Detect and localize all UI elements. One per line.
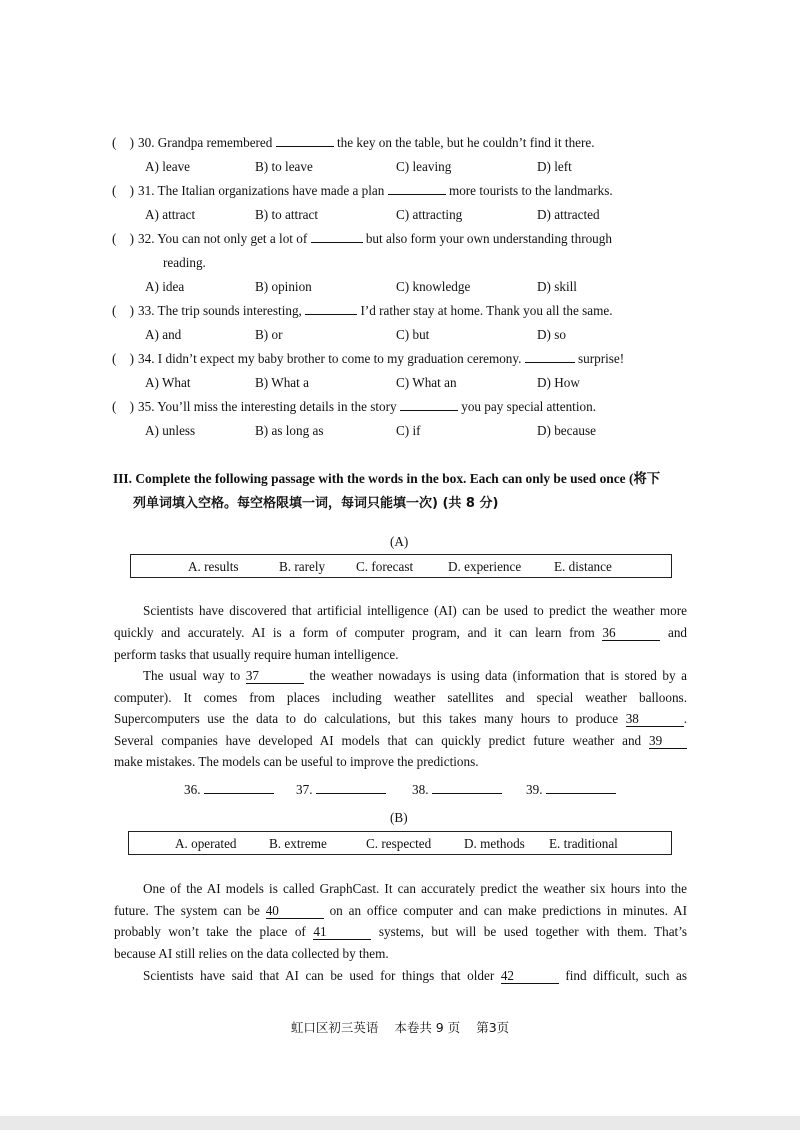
question-number: 32: [138, 231, 152, 246]
option-b[interactable]: B) What a: [255, 375, 309, 390]
blank-41[interactable]: 41: [313, 925, 371, 940]
option-c[interactable]: C) knowledge: [396, 279, 471, 294]
word-box-item: C. forecast: [356, 559, 414, 574]
answer-36-field[interactable]: [204, 793, 274, 794]
option-b[interactable]: B) to attract: [255, 207, 318, 222]
footer-page-number: 第3页: [476, 1020, 510, 1035]
answer-blank[interactable]: [525, 362, 575, 363]
word-box-item: A. results: [188, 559, 239, 574]
option-c[interactable]: C) leaving: [396, 159, 452, 174]
question-number: 35: [138, 399, 152, 414]
option-d[interactable]: D) attracted: [537, 207, 600, 222]
option-d[interactable]: D) because: [537, 423, 596, 438]
part-a-label: (A): [390, 534, 409, 549]
answer-blank[interactable]: [311, 242, 363, 243]
part-b-label: (B): [390, 810, 408, 825]
word-box-a: [130, 554, 672, 578]
section-heading-cn: 列单词填入空格。每空格限填一词，每词只能填一次) (共 8 分): [133, 496, 499, 511]
option-b[interactable]: B) opinion: [255, 279, 312, 294]
answer-blank[interactable]: [388, 194, 446, 195]
footer-district: 虹口区初三英语: [290, 1020, 379, 1035]
answer-paren[interactable]: ( ): [112, 183, 134, 198]
word-box-item: B. rarely: [279, 559, 326, 574]
blank-39[interactable]: 39: [649, 734, 687, 749]
answer-paren[interactable]: ( ): [112, 303, 134, 318]
option-a[interactable]: A) unless: [145, 423, 196, 438]
blank-40[interactable]: 40: [266, 904, 324, 919]
option-d[interactable]: D) so: [537, 327, 566, 342]
page-bottom-edge: [0, 1116, 800, 1130]
blank-36[interactable]: 36: [602, 626, 660, 641]
word-box-item: C. respected: [366, 836, 432, 851]
option-a[interactable]: A) What: [145, 375, 191, 390]
answer-38-field[interactable]: [432, 793, 502, 794]
section-heading: III. Complete the following passage with the words in the box. Each can only be used once (将下: [113, 471, 661, 486]
option-c[interactable]: C) What an: [396, 375, 457, 390]
option-c[interactable]: C) if: [396, 423, 421, 438]
question-number: 31: [138, 183, 152, 198]
word-box-b: [128, 831, 672, 855]
blank-38[interactable]: 38: [626, 712, 684, 727]
word-box-item: D. experience: [448, 559, 522, 574]
option-b[interactable]: B) or: [255, 327, 283, 342]
answer-paren[interactable]: ( ): [112, 351, 134, 366]
answer-37-field[interactable]: [316, 793, 386, 794]
answer-paren[interactable]: ( ): [112, 399, 134, 414]
page-footer: [0, 1018, 800, 1036]
question-number: 33: [138, 303, 152, 318]
blank-37[interactable]: 37: [246, 669, 304, 684]
answer-blank[interactable]: [305, 314, 357, 315]
word-box-item: A. operated: [175, 836, 237, 851]
option-d[interactable]: D) How: [537, 375, 580, 390]
option-a[interactable]: A) and: [145, 327, 182, 342]
word-box-item: D. methods: [464, 836, 525, 851]
footer-total-pages: 本卷共 9 页: [394, 1020, 461, 1035]
word-box-item: E. traditional: [549, 836, 618, 851]
option-b[interactable]: B) as long as: [255, 423, 324, 438]
answer-39-field[interactable]: [546, 793, 616, 794]
question-number: 34: [138, 351, 152, 366]
option-b[interactable]: B) to leave: [255, 159, 313, 174]
option-a[interactable]: A) leave: [145, 159, 191, 174]
answer-paren[interactable]: ( ): [112, 231, 134, 246]
option-d[interactable]: D) skill: [537, 279, 577, 294]
blank-42[interactable]: 42: [501, 969, 559, 984]
option-a[interactable]: A) attract: [145, 207, 196, 222]
option-c[interactable]: C) but: [396, 327, 430, 342]
answer-blank[interactable]: [276, 146, 334, 147]
question-number: 30: [138, 135, 152, 150]
answer-paren[interactable]: ( ): [112, 135, 134, 150]
answer-blank[interactable]: [400, 410, 458, 411]
word-box-item: E. distance: [554, 559, 612, 574]
word-box-item: B. extreme: [269, 836, 327, 851]
option-d[interactable]: D) left: [537, 159, 572, 174]
option-a[interactable]: A) idea: [145, 279, 185, 294]
option-c[interactable]: C) attracting: [396, 207, 463, 222]
